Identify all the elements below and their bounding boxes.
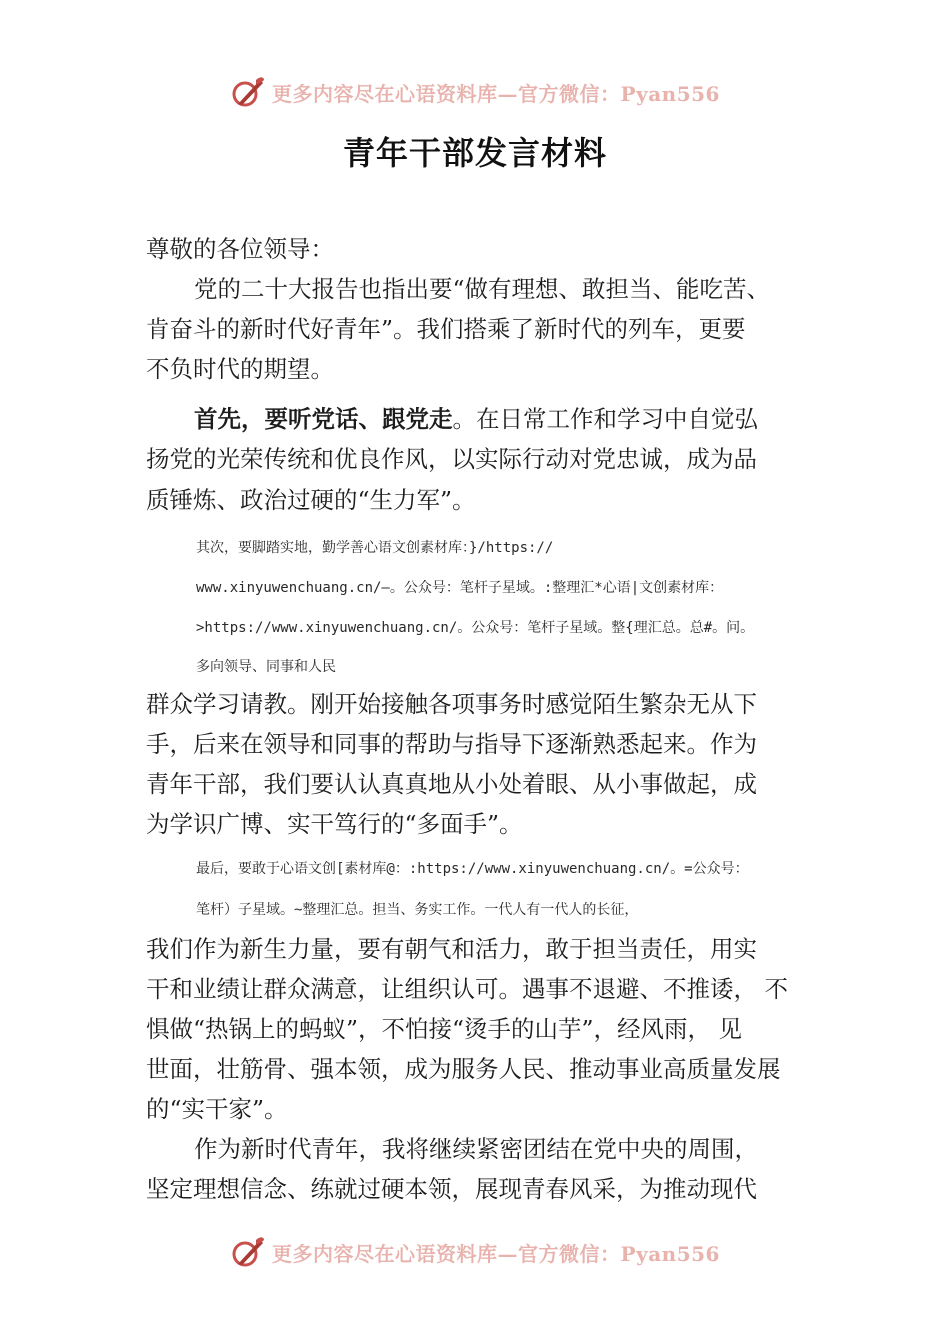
paragraph-line: 惧做“热锅上的蚂蚁”，不怕接“烫手的山芋”，经风雨， 见 [146,1015,743,1043]
paragraph-line: 肯奋斗的新时代好青年”。我们搭乘了新时代的列车，更要 [146,315,746,343]
small-text-line: 多向领导、同事和人民 [196,659,336,675]
header-banner [0,72,950,112]
salutation: 尊敬的各位领导： [146,235,334,263]
small-text-line: 其次，要脚踏实地，勤学善心语文创素材库：}/https:// [196,540,554,556]
paragraph-line: 手，后来在领导和同事的帮助与指导下逐渐熟悉起来。作为 [146,730,757,758]
paragraph-line: 坚定理想信念、练就过硬本领，展现青春风采，为推动现代 [146,1175,757,1203]
paragraph-line: 的“实干家”。 [146,1095,288,1123]
small-text-line: 笔杆）子星域。~整理汇总。担当、务实工作。一代人有一代人的长征， [196,902,639,918]
small-text-line: >https://www.xinyuwenchuang.cn/。公众号：笔杆子星域。整{理汇总。总#。问。 [196,620,755,636]
small-text-line: www.xinyuwenchuang.cn/—。公众号：笔杆子星域。:整理汇*心语|文创素材库： [196,580,724,596]
paragraph-line: 青年干部，我们要认认真真地从小处着眼、从小事做起，成 [146,770,757,798]
small-text-line: 最后，要敢于心语文创[素材库@：:https://www.xinyuwenchuang.cn/。=公众号： [196,861,749,877]
feather-pen-logo-icon [230,1234,266,1270]
paragraph-line: 不负时代的期望。 [146,355,334,383]
paragraph-line: 扬党的光荣传统和优良作风，以实际行动对党忠诚，成为品 [146,445,757,473]
paragraph-line: 为学识广博、实干笃行的“多面手”。 [146,810,523,838]
paragraph-line: 质锤炼、政治过硬的“生力军”。 [146,486,476,514]
paragraph-line: 我们作为新生力量，要有朝气和活力，敢于担当责任，用实 [146,935,757,963]
paragraph-line: 干和业绩让群众满意，让组织认可。遇事不退避、不推诿， 不 [146,975,788,1003]
paragraph-line [194,400,758,434]
page-title: 青年干部发言材料 [342,134,607,172]
paragraph-line: 作为新时代青年，我将继续紧密团结在党中央的周围， [194,1135,758,1163]
banner-text: 更多内容尽在心语资料库—官方微信：Pyan556 [272,81,720,106]
paragraph-line: 群众学习请教。刚开始接触各项事务时感觉陌生繁杂无从下 [146,690,757,718]
banner-text: 更多内容尽在心语资料库—官方微信：Pyan556 [272,1241,720,1266]
paragraph-text: 。在日常工作和学习中自觉弘 [452,405,758,433]
bold-heading: 首先，要听党话、跟党走 [194,405,453,433]
feather-pen-logo-icon [230,74,266,110]
paragraph-line: 世面，壮筋骨、强本领，成为服务人民、推动事业高质量发展 [146,1055,781,1083]
footer-banner [0,1232,950,1272]
paragraph-line: 党的二十大报告也指出要“做有理想、敢担当、能吃苦、 [194,275,771,303]
